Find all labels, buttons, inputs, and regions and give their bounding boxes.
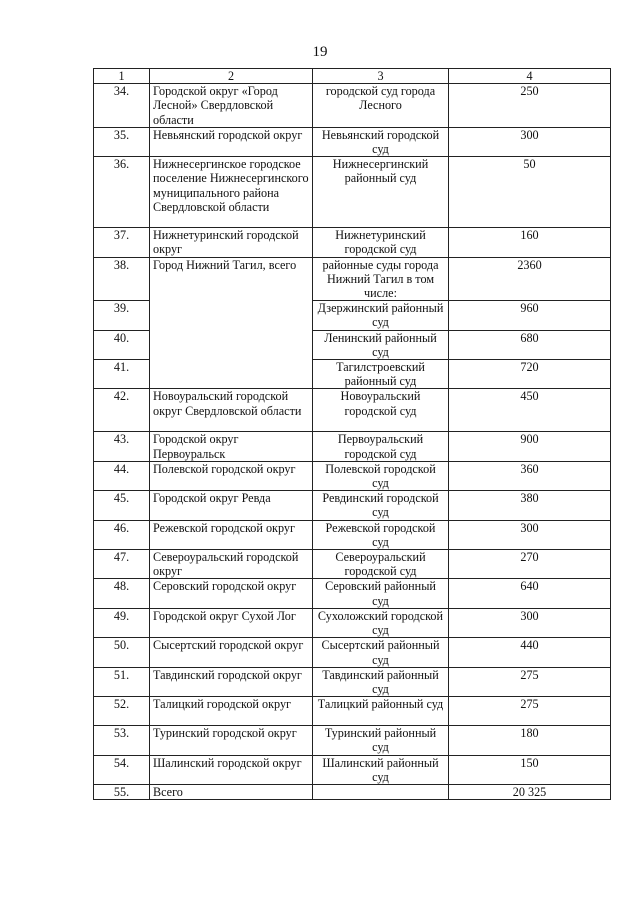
table-row — [94, 157, 611, 228]
row-value: 960 — [449, 301, 611, 330]
court-name: Сысертский районный суд — [313, 638, 449, 667]
court-name: Североуральский городской суд — [313, 550, 449, 579]
table-row — [94, 755, 611, 784]
row-value: 680 — [449, 330, 611, 359]
row-number: 46. — [94, 520, 150, 549]
municipality-name: Городской округ Сухой Лог — [150, 608, 313, 637]
row-number: 35. — [94, 127, 150, 156]
court-name: Полевской городской суд — [313, 461, 449, 490]
row-value: 300 — [449, 608, 611, 637]
total-value: 20 325 — [449, 784, 611, 799]
table-row — [94, 389, 611, 432]
row-number: 49. — [94, 608, 150, 637]
table-row — [94, 667, 611, 696]
table-row — [94, 84, 611, 128]
municipality-name: Шалинский городской округ — [150, 755, 313, 784]
row-value: 275 — [449, 697, 611, 726]
court-name: Ленинский районный суд — [313, 330, 449, 359]
row-number: 42. — [94, 389, 150, 432]
row-value: 450 — [449, 389, 611, 432]
municipality-name: Полевской городской округ — [150, 461, 313, 490]
row-number: 55. — [94, 784, 150, 799]
row-value: 640 — [449, 579, 611, 608]
court-name: городской суд города Лесного — [313, 84, 449, 128]
municipality-name: Город Нижний Тагил, всего — [150, 257, 313, 389]
municipality-name: Талицкий городской округ — [150, 697, 313, 726]
table-row — [94, 127, 611, 156]
header-col-1: 1 — [94, 69, 150, 84]
row-value: 150 — [449, 755, 611, 784]
table-row — [94, 520, 611, 549]
court-name: Режевской городской суд — [313, 520, 449, 549]
row-number: 37. — [94, 228, 150, 257]
header-col-4: 4 — [449, 69, 611, 84]
row-value: 300 — [449, 520, 611, 549]
table-row — [94, 608, 611, 637]
total-label: Всего — [150, 784, 313, 799]
table-row — [94, 432, 611, 461]
row-number: 41. — [94, 360, 150, 389]
table-row-total — [94, 784, 611, 799]
table-row — [94, 257, 611, 301]
page-number: 19 — [312, 44, 328, 60]
row-value: 360 — [449, 461, 611, 490]
courts-table — [93, 68, 611, 800]
row-number: 52. — [94, 697, 150, 726]
row-number: 47. — [94, 550, 150, 579]
court-name: Нижнетуринский городской суд — [313, 228, 449, 257]
table-row — [94, 638, 611, 667]
row-number: 50. — [94, 638, 150, 667]
court-name: Новоуральский городской суд — [313, 389, 449, 432]
court-name: Шалинский районный суд — [313, 755, 449, 784]
table-row — [94, 491, 611, 520]
row-value: 440 — [449, 638, 611, 667]
row-value: 380 — [449, 491, 611, 520]
row-number: 38. — [94, 257, 150, 301]
municipality-name: Туринский городской округ — [150, 726, 313, 755]
row-number: 43. — [94, 432, 150, 461]
row-value: 300 — [449, 127, 611, 156]
municipality-name: Нижнетуринский городской округ — [150, 228, 313, 257]
court-name: Тагилстроевский районный суд — [313, 360, 449, 389]
court-name — [313, 784, 449, 799]
municipality-name: Нижнесергинское городское поселение Нижнесергинского муниципального района Свердловской области — [150, 157, 313, 228]
header-col-3: 3 — [313, 69, 449, 84]
row-number: 36. — [94, 157, 150, 228]
municipality-name: Городской округ Ревда — [150, 491, 313, 520]
municipality-name: Городской округ Первоуральск — [150, 432, 313, 461]
row-value: 2360 — [449, 257, 611, 301]
court-name: Тавдинский районный суд — [313, 667, 449, 696]
municipality-name: Тавдинский городской округ — [150, 667, 313, 696]
row-value: 250 — [449, 84, 611, 128]
municipality-name: Городской округ «Город Лесной» Свердловской области — [150, 84, 313, 128]
court-name: Дзержинский районный суд — [313, 301, 449, 330]
row-number: 34. — [94, 84, 150, 128]
table-row — [94, 228, 611, 257]
court-name: Туринский районный суд — [313, 726, 449, 755]
table-row — [94, 550, 611, 579]
row-value: 180 — [449, 726, 611, 755]
row-value: 50 — [449, 157, 611, 228]
municipality-name: Серовский городской округ — [150, 579, 313, 608]
court-name: Сухоложский городской суд — [313, 608, 449, 637]
row-number: 48. — [94, 579, 150, 608]
row-value: 270 — [449, 550, 611, 579]
row-value: 275 — [449, 667, 611, 696]
row-number: 44. — [94, 461, 150, 490]
court-name: Невьянский городской суд — [313, 127, 449, 156]
table-row — [94, 697, 611, 726]
row-number: 39. — [94, 301, 150, 330]
row-number: 40. — [94, 330, 150, 359]
table-row — [94, 726, 611, 755]
row-value: 900 — [449, 432, 611, 461]
row-number: 54. — [94, 755, 150, 784]
table-row — [94, 579, 611, 608]
court-name: Нижнесергинский районный суд — [313, 157, 449, 228]
row-number: 45. — [94, 491, 150, 520]
court-name: Талицкий районный суд — [313, 697, 449, 726]
court-name: Первоуральский городской суд — [313, 432, 449, 461]
table-header-row — [94, 69, 611, 84]
municipality-name: Режевской городской округ — [150, 520, 313, 549]
court-name: районные суды города Нижний Тагил в том числе: — [313, 257, 449, 301]
header-col-2: 2 — [150, 69, 313, 84]
row-value: 160 — [449, 228, 611, 257]
row-number: 51. — [94, 667, 150, 696]
court-name: Серовский районный суд — [313, 579, 449, 608]
municipality-name: Невьянский городской округ — [150, 127, 313, 156]
court-name: Ревдинский городской суд — [313, 491, 449, 520]
municipality-name: Североуральский городской округ — [150, 550, 313, 579]
municipality-name: Новоуральский городской округ Свердловской области — [150, 389, 313, 432]
table-row — [94, 461, 611, 490]
row-number: 53. — [94, 726, 150, 755]
row-value: 720 — [449, 360, 611, 389]
municipality-name: Сысертский городской округ — [150, 638, 313, 667]
